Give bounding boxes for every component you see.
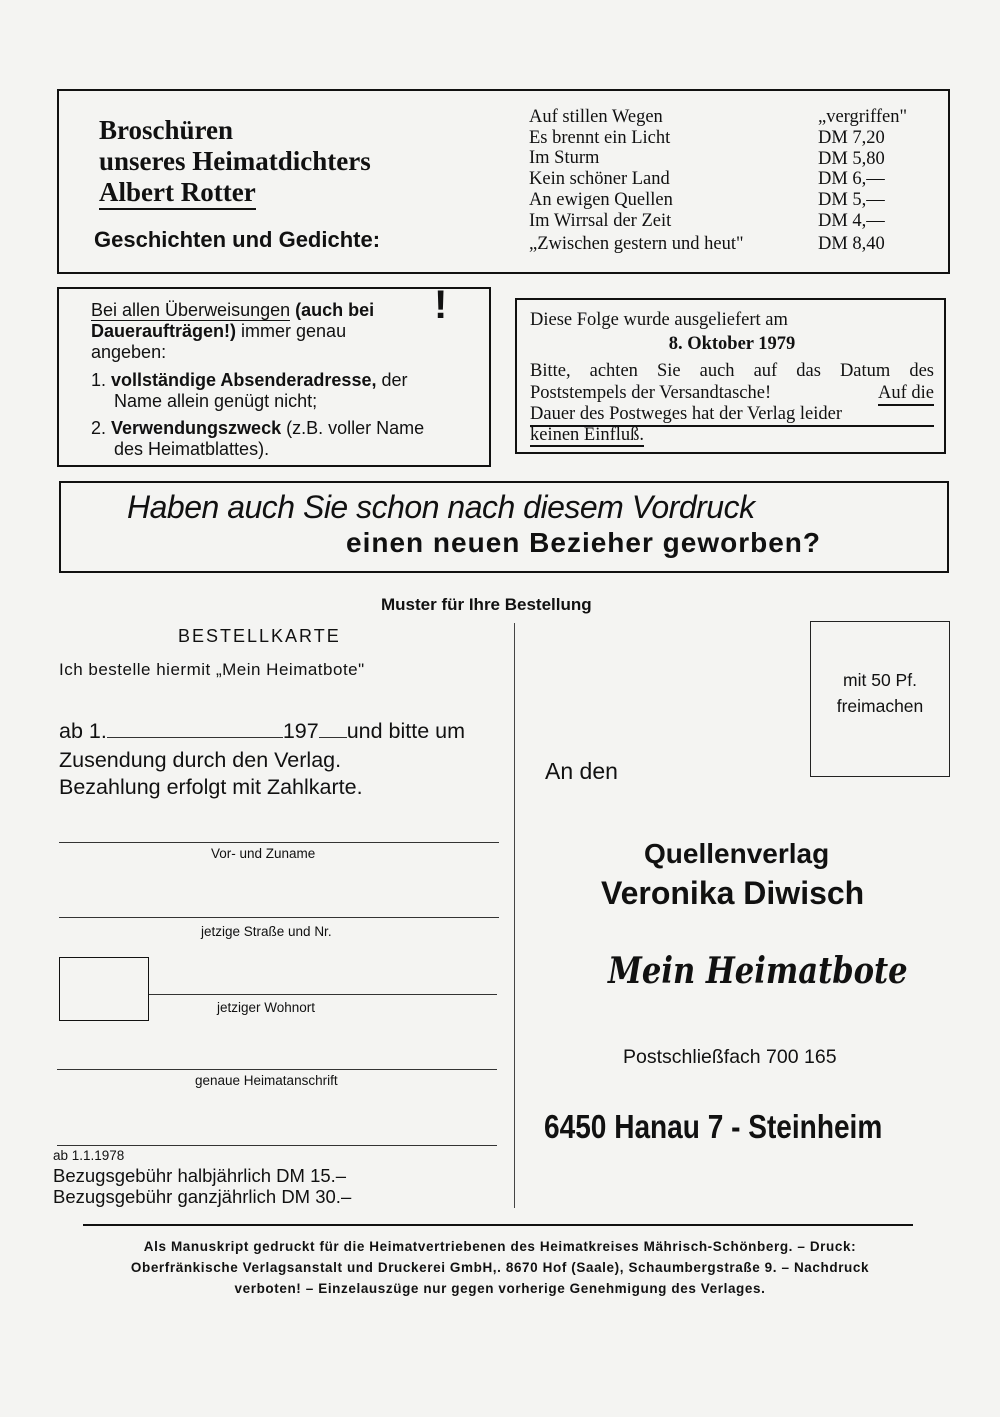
footer-rule	[83, 1224, 913, 1226]
home-address-caption: genaue Heimatanschrift	[195, 1073, 338, 1088]
book-title: Auf stillen Wegen	[529, 107, 663, 127]
book-title: An ewigen Quellen	[529, 190, 673, 210]
city-caption: jetziger Wohnort	[217, 1000, 316, 1015]
fee-full-year: Bezugsgebühr ganzjährlich DM 30.–	[53, 1186, 352, 1207]
start-date-suffix: und bitte um	[346, 719, 466, 743]
book-title: Im Wirrsal der Zeit	[529, 211, 672, 231]
book-price: DM 5,—	[818, 190, 885, 210]
transfer-note-text: Verwendungszweck	[111, 418, 282, 438]
footer-line-3: verboten! – Einzelauszüge nur gegen vorherige Genehmigung des Verlages.	[234, 1281, 766, 1296]
start-date-prefix: ab 1.	[59, 719, 107, 743]
book-price: DM 8,40	[818, 234, 885, 254]
name-caption: Vor- und Zuname	[211, 846, 316, 861]
sample-heading: Muster für Ihre Bestellung	[381, 595, 592, 614]
city-field[interactable]	[149, 994, 497, 995]
delivery-note-text: Dauer des Postweges hat der Verlag leider	[530, 404, 934, 427]
transfer-note-text: (z.B. voller Name	[281, 418, 425, 438]
transfer-note-text: Name allein genügt nicht;	[114, 391, 318, 411]
transfer-note-text: Daueraufträgen!)	[91, 321, 237, 341]
recruit-banner	[59, 481, 949, 573]
list-number: 1.	[91, 370, 107, 390]
book-title: Im Sturm	[529, 148, 600, 168]
start-date-line	[59, 717, 465, 745]
transfer-note-text: angeben:	[91, 342, 167, 362]
transfer-note-box	[57, 283, 491, 467]
year-field[interactable]	[319, 719, 347, 738]
home-address-field[interactable]	[57, 1069, 497, 1070]
order-line-3: Bezahlung erfolgt mit Zahlkarte.	[59, 775, 363, 799]
form-divider	[514, 623, 515, 1208]
stamp-line-2: freimachen	[836, 696, 924, 716]
publisher-name: Quellenverlag	[644, 838, 830, 869]
brochures-box	[57, 89, 950, 274]
book-price: DM 6,—	[818, 169, 885, 189]
brochures-subtitle: Geschichten und Gedichte:	[94, 227, 381, 252]
fee-half-year: Bezugsgebühr halbjährlich DM 15.–	[53, 1165, 347, 1186]
delivery-date: 8. Oktober 1979	[668, 334, 796, 354]
transfer-note-text: Bei allen Überweisungen	[91, 300, 291, 320]
transfer-note-text: (auch bei	[290, 300, 375, 320]
delivery-note-text: Diese Folge wurde ausgeliefert am	[530, 310, 788, 330]
street-caption: jetzige Straße und Nr.	[201, 924, 332, 939]
banner-line-2: einen neuen Bezieher geworben?	[346, 527, 821, 558]
transfer-note-text: der	[376, 370, 408, 390]
transfer-note-text: vollständige Absenderadresse,	[111, 370, 377, 390]
banner-line-1: Haben auch Sie schon nach diesem Vordruck	[127, 489, 755, 525]
newspaper-logo: Mein Heimatbote	[608, 950, 908, 992]
book-title: „Zwischen gestern und heut"	[529, 234, 744, 254]
delivery-note-text: Poststempels der Versandtasche!	[530, 383, 772, 403]
order-text: Ich bestelle hiermit „Mein Heimatbote"	[59, 660, 365, 679]
brochures-title-line-2: unseres Heimatdichters	[99, 146, 371, 176]
street-field[interactable]	[59, 917, 499, 918]
address-to: An den	[545, 758, 618, 784]
footer-line-1: Als Manuskript gedruckt für die Heimatvertriebenen des Heimatkreises Mährisch-Schönberg. – Druck:	[143, 1239, 857, 1254]
book-title: Es brennt ein Licht	[529, 128, 671, 148]
delivery-note-text: Bitte, achten Sie auch auf das Datum des	[530, 361, 934, 381]
po-box: Postschließfach 700 165	[623, 1046, 837, 1068]
book-price: DM 4,—	[818, 211, 885, 231]
exclamation-mark: !	[434, 283, 448, 327]
list-number: 2.	[91, 418, 107, 438]
book-price: DM 7,20	[818, 128, 885, 148]
name-field[interactable]	[59, 842, 499, 843]
transfer-note-text: immer genau	[236, 321, 347, 341]
publisher-owner: Veronika Diwisch	[601, 875, 865, 911]
fee-date: ab 1.1.1978	[53, 1148, 125, 1163]
brochures-title-author: Albert Rotter	[99, 177, 256, 210]
order-line-2: Zusendung durch den Verlag.	[59, 748, 342, 772]
delivery-note-box	[515, 298, 946, 454]
start-date-field[interactable]	[107, 719, 283, 738]
stamp-line-1: mit 50 Pf.	[843, 670, 917, 690]
brochures-title-line-1: Broschüren	[99, 115, 234, 145]
footer-line-2: Oberfränkische Verlagsanstalt und Druckerei GmbH,. 8670 Hof (Saale), Schaumbergstraße 9. – Nachdruck	[130, 1260, 870, 1275]
book-price: DM 5,80	[818, 149, 885, 169]
delivery-note-text: keinen Einfluß.	[530, 425, 645, 445]
year-prefix: 197	[282, 719, 319, 743]
book-price: „vergriffen"	[818, 107, 908, 127]
delivery-note-text: Auf die	[878, 383, 934, 406]
book-title: Kein schöner Land	[529, 169, 670, 189]
checkbox-field[interactable]	[59, 957, 149, 1021]
transfer-note-text: des Heimatblattes).	[114, 439, 270, 459]
order-card-heading: BESTELLKARTE	[178, 626, 341, 646]
stamp-box	[810, 621, 950, 777]
address-city: 6450 Hanau 7 - Steinheim	[544, 1108, 883, 1145]
